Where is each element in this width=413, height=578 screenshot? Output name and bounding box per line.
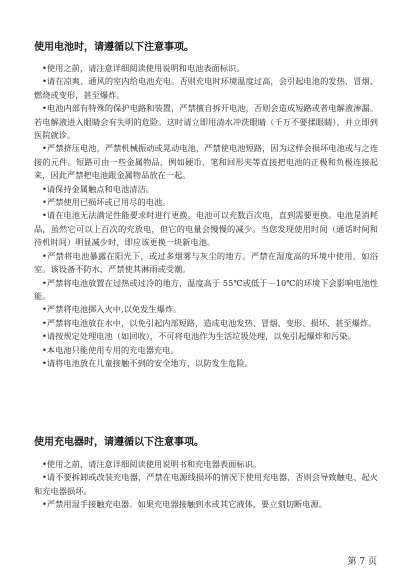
list-item: •请将电池放在儿童接触不到的安全地方，以防发生危险。	[42, 357, 253, 368]
list-item: •使用之前，请注意详细阅读使用说明书和充电器表面标识。	[42, 459, 262, 469]
list-item: •严禁将电池放在水中，以免引起内部短路，造成电池发热、冒烟、变形、损坏、甚至爆炸。	[42, 317, 377, 328]
charger-precautions-list	[34, 458, 378, 512]
list-item: •请按规定处理电池（如回收），不可将电池作为生活垃圾处理，以免引起爆炸和污染。	[42, 331, 356, 342]
list-item: •请在电池无法满足性能要求时进行更换。电池可以充数百次电，直到需要更换。电池是消耗品，虽然它可以上百次的充放电，但它的电量会慢慢的减少。当您发现使用时间（通话时间和待机时间）明显减少时，即应该更换一块新电池。	[34, 210, 378, 248]
list-item: •请保持金属触点和电池清洁。	[42, 183, 154, 194]
list-item: •电池内部有特殊的保护电路和装置，严禁擅自拆开电池，否则会造成短路或者电解液渗漏。若电解液进入眼睛会有失明的危险。这时请立即用清水冲洗眼睛（千万不要揉眼睛），并立即到医院就诊。	[34, 103, 378, 141]
page-number: 第 7 页	[347, 557, 377, 567]
list-item: •严禁将电池放置在过热或过冷的地方，温度高于 55℃或低于－10℃的环境下会影响电池性能。	[34, 277, 378, 301]
list-item: •严禁将电池掷入火中,以免发生爆炸。	[42, 304, 182, 315]
list-item: •严禁将电池暴露在阳光下，或过多烟雾与灰尘的地方。严禁在湿度高的环境中使用，如浴室。该设备不防水，严禁使其淋雨或受潮。	[34, 250, 378, 275]
list-item: •严禁挤压电池，严禁机械振动或晃动电池，严禁使电池短路，因为这样会损坏电池或与之连接的元件。短路可由一些金属物品，例如硬币、笔和回形夹等直接把电池的正极和负极连接起来，因此严禁把电池跟金属物品放在一起。	[34, 143, 378, 181]
charger-section-heading: 使用充电器时，请遵循以下注意事项。	[34, 437, 204, 448]
battery-precautions-list	[34, 62, 378, 370]
list-item: •请不要拆卸或改装充电器，严禁在电源线损坏的情况下使用充电器，否则会导致触电、起火和充电器损坏。	[34, 472, 378, 496]
list-item: •请在凉爽、通风的室内给电池充电。否则充电时环境温度过高，会引起电池的发热、冒烟、燃烧或变形，甚至爆炸。	[34, 76, 378, 100]
list-item: •严禁用湿手接触充电器。如果充电器接触到水或其它液体，要立刻切断电源。	[42, 499, 327, 510]
battery-section-heading: 使用电池时，请遵循以下注意事项。	[34, 42, 194, 53]
list-item: •使用之前，请注意详细阅读使用说明和电池表面标识。	[42, 63, 245, 73]
list-item: •本电池只能使用专用的充电器充电。	[42, 344, 179, 355]
list-item: •严禁使用已损坏或已用尽的电池。	[42, 197, 171, 208]
